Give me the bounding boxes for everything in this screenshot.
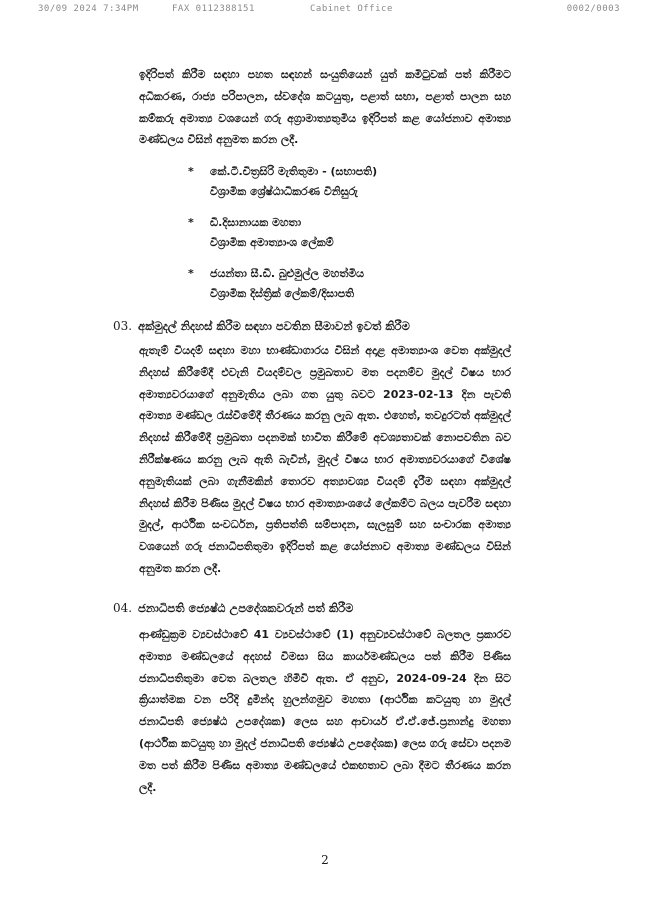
bullet: *: [188, 216, 194, 229]
member-title: විශ්‍රාමික ශ්‍රේෂ්ඨාධිකරණ විනිසුරු: [210, 185, 358, 198]
fax-datetime: 30/09 2024 7:34PM: [38, 4, 139, 14]
bullet: *: [188, 165, 194, 178]
fax-number: FAX 0112388151: [172, 4, 255, 14]
member-name: ජයන්තා සී.ඩී. බුළුමුල්ල මහත්මිය: [210, 267, 365, 280]
bullet: *: [188, 267, 194, 280]
member-name: කේ.ටී.චිත්‍රසිරි මැතිතුමා - (සභාපති): [210, 165, 378, 178]
fax-page-count: 0002/0003: [566, 4, 620, 14]
section-body: ආණ්ඩුක්‍රම ව්‍යවස්ථාවේ 41 ව්‍යවස්ථාවේ (1) අනුව්‍යවස්ථාවේ බලතල ප්‍රකාරව අමාත්‍ය මණ්ඩලයේ අදහස් විමසා සිය කාර්යමණ්ඩලය පත් කිරීම පිණිස ජනාධිපතිතුමා වෙත බලතල හිමිවී ඇත. ඒ අනුව, 2024-09-24 දින සිට ක්‍රියාත්මක වන පරිදි දුමින්ද හුලන්ගමුව මහතා (ආර්ථික කටයුතු හා මුදල් ජනාධිපති ජ්‍යෙෂ්ඨ උපදේශක) ලෙස සහ ආචාර්ය ඒ.ඒ.ජේ.ප්‍රනාන්දු මහතා (ආර්ථික කටයුතු හා මුදල් ජනාධිපති ජ්‍යෙෂ්ඨ උපදේශක) ලෙස ගරු සේවා පදනම මත පත් කිරීම පිණිස අමාත්‍ය මණ්ඩලයේ එකඟතාව ලබා දීමට තීරණය කරන ලදී.: [139, 628, 511, 794]
intro-paragraph: ඉදිරිපත් කිරීම සඳහා පහත සඳහන් සංයුතියෙන් යුත් කමිටුවක් පත් කිරීමට අධිකරණ, රාජ්‍ය පරිපාලන, ස්වදේශ කටයුතු, පළාත් සභා, පළාත් පාලන සහ කම්කරු අමාත්‍ය වශයෙන් ගරු අග්‍රාමාත්‍යතුමිය ඉදිරිපත් කළ යෝජනාව අමාත්‍ය මණ්ඩලය විසින් අනුමත කරන ලදී.: [139, 68, 511, 147]
page-number: 2: [321, 853, 329, 867]
section-number: 04.: [113, 601, 133, 615]
section-number: 03.: [113, 319, 133, 333]
section-body: ඇතැම් වියදම් සඳහා මහා භාණ්ඩාගාරය විසින් අදාළ අමාත්‍යාංශ වෙත අක්මුදල් නිදහස් කිරීමේදී එවැනි වියදම්වල ප්‍රමුඛතාව මත පදනම්ව මුදල් විෂය භාර අමාත්‍යවරයාගේ අනුමැතිය ලබා ගත යුතු බවට 2023-02-13 දින පැවති අමාත්‍ය මණ්ඩල රැස්වීමේදී තීරණය කරනු ලැබ ඇත. එහෙත්, තවදුරටත් අක්මුදල් නිදහස් කිරීමේදී ප්‍රමුඛතා පදනමක් භාවිත කිරීමේ අවශ්‍යතාවක් නොපවතින බව නිරීක්ෂණය කරනු ලැබ ඇති බැවින්, මුදල් විෂය භාර අමාත්‍යවරයාගේ විශේෂ අනුමැතියක් ලබා ගැනීමකින් තොරව අත්‍යාවශ්‍ය වියදම් දැරීම සඳහා අක්මුදල් නිදහස් කිරීම පිණිස මුදල් විෂය භාර අමාත්‍යාංශයේ ලේකම්ට බලය පැවරීම සඳහා මුදල්, ආර්ථික සංවර්ධන, ප්‍රතිපත්ති සම්පාදන, සැලසුම් සහ සංචාරක අමාත්‍ය වශයෙන් ගරු ජනාධිපතිතුමා ඉදිරිපත් කළ යෝජනාව අමාත්‍ය මණ්ඩලය විසින් අනුමත කරන ලදී.: [139, 344, 511, 575]
fax-office: Cabinet Office: [310, 4, 393, 14]
section-title: අක්මුදල් නිදහස් කිරීම සඳහා පවතින සීමාවන් ඉවත් කිරීම: [138, 319, 410, 333]
member-title: විශ්‍රාමික දිස්ත්‍රික් ලේකම්/දිසාපති: [210, 287, 355, 300]
member-name: ඩී.දිසානායක මහතා: [210, 216, 302, 229]
member-title: විශ්‍රාමික අමාත්‍යාංශ ලේකම්: [210, 236, 334, 249]
section-title: ජනාධිපති ජ්‍යෙෂ්ඨ උපදේශකවරුන් පත් කිරීම: [138, 601, 354, 615]
